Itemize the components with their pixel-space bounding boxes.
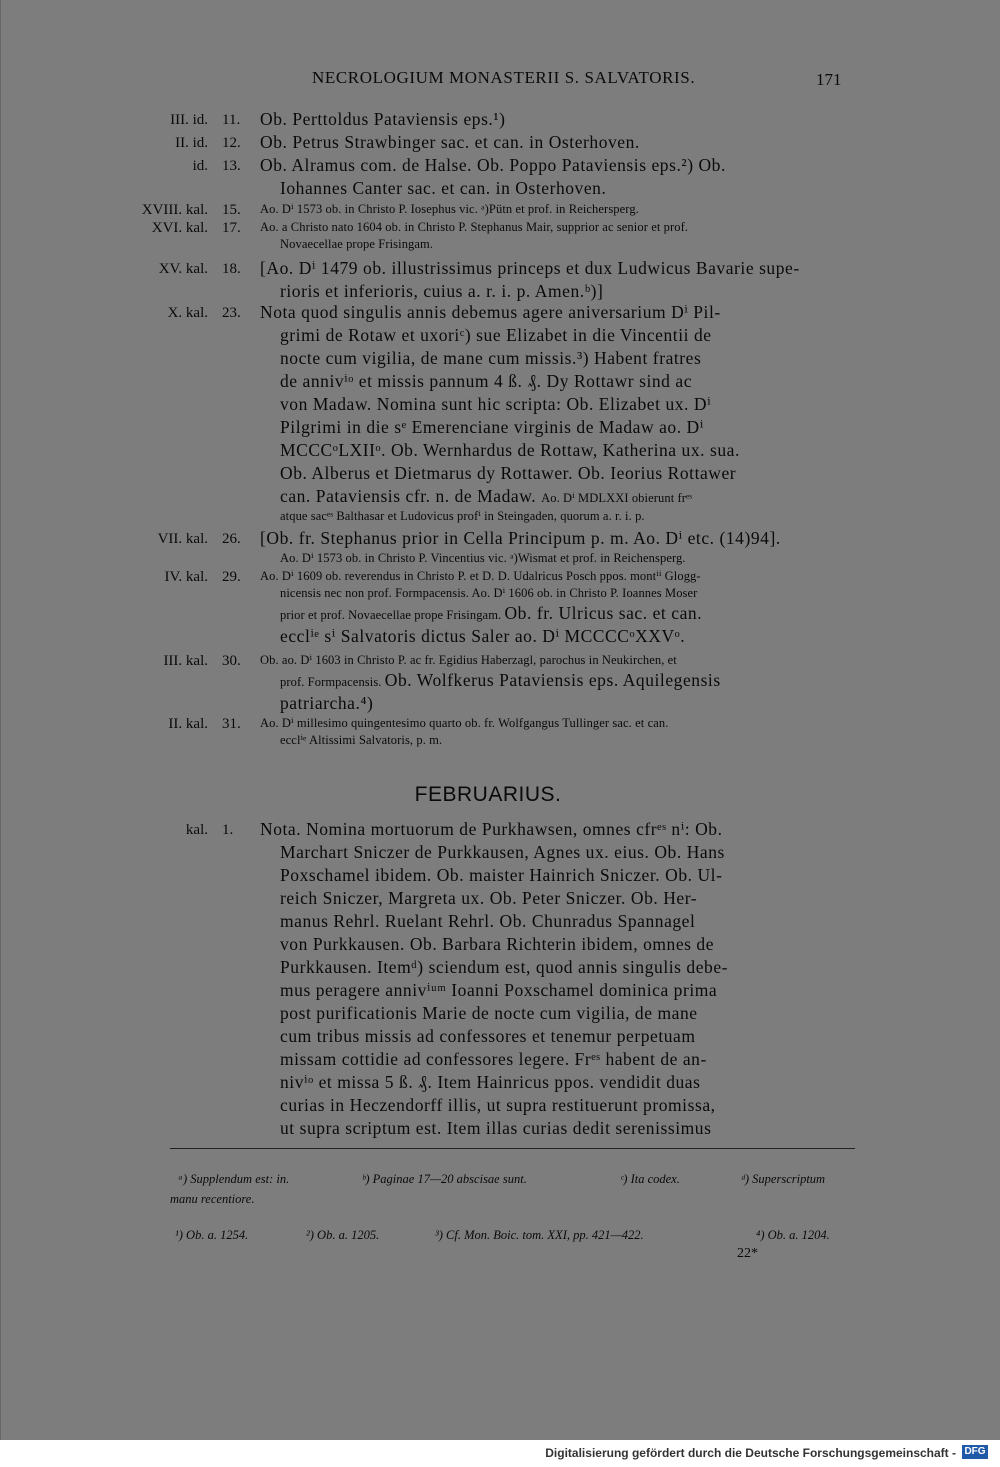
entry-line: Novaecellae prope Frisingam. — [280, 237, 434, 251]
entry-line: can. Pataviensis cfr. n. de Madaw. — [280, 486, 537, 506]
entry-line: Ob. Alramus com. de Halse. Ob. Poppo Pataviensis eps.²) Ob. — [260, 155, 726, 175]
entry-line: Ao. Dⁱ millesimo quingentesimo quarto ob. fr. Wolfgangus Tullinger sac. et can. — [260, 716, 669, 730]
entry-day: 29. — [222, 569, 241, 585]
footnote-c: ᶜ) Ita codex. — [620, 1172, 680, 1186]
running-header — [0, 68, 1000, 92]
footnote-d-continued: manu recentiore. — [170, 1192, 255, 1206]
entry-text — [260, 301, 856, 525]
entry-line: Ob. Perttoldus Pataviensis eps.¹) — [260, 109, 506, 129]
entry-line: Ob. ao. Dⁱ 1603 in Christo P. ac fr. Egidius Haberzagl, parochus in Neukirchen, et — [260, 653, 677, 667]
entry-line-tail: Ob. fr. Ulricus sac. et can. — [504, 603, 703, 623]
entry-line: ecclⁱᵉ Altissimi Salvatoris, p. m. — [280, 733, 443, 747]
entry-day: 11. — [222, 112, 241, 128]
entry-line: cum tribus missis ad confessores et tenemur perpetuam — [280, 1026, 696, 1046]
entry-text — [260, 219, 856, 253]
entry-text — [260, 715, 856, 749]
footnote-2: ²) Ob. a. 1205. — [306, 1228, 380, 1242]
running-title: NECROLOGIUM MONASTERII S. SALVATORIS. — [312, 68, 696, 87]
entry-line: Purkkausen. Itemᵈ) sciendum est, quod annis singulis debe- — [280, 957, 729, 977]
entry-line: post purificationis Marie de nocte cum vigilia, de mane — [280, 1003, 698, 1023]
entry-day: 13. — [222, 158, 241, 174]
entry-line: rioris et inferioris, cuius a. r. i. p. Amen.ᵇ)] — [280, 281, 604, 301]
entry-date: II. kal. — [168, 716, 208, 732]
entry-date: X. kal. — [167, 305, 208, 321]
entry-date: III. id. — [170, 112, 208, 128]
entry-line: patriarcha.⁴) — [280, 693, 374, 713]
entry-line: Ob. Petrus Strawbinger sac. et can. in Osterhoven. — [260, 132, 640, 152]
footnote-3: ³) Cf. Mon. Boic. tom. XXI, pp. 421—422. — [435, 1228, 644, 1242]
entry-line: MCCCᵒLXIIᵒ. Ob. Wernhardus de Rottaw, Katherina ux. sua. — [280, 440, 740, 460]
entry-line-tail: Ao. Dⁱ MDLXXI obierunt frᵉˢ — [541, 491, 693, 505]
entry-line: [Ob. fr. Stephanus prior in Cella Principum p. m. Ao. Dⁱ etc. (14)94]. — [260, 528, 781, 548]
entry-day: 17. — [222, 220, 241, 236]
entry-line: nocte cum vigilia, de mane cum missis.³) Habent fratres — [280, 348, 702, 368]
entry-line: grimi de Rotaw et uxoriᶜ) sue Elizabet in die Vincentii de — [280, 325, 712, 345]
entry-day: 1. — [222, 822, 234, 838]
entry-line: Nota quod singulis annis debemus agere aniversarium Dⁱ Pil- — [260, 302, 721, 322]
entry-line: Iohannes Canter sac. et can. in Osterhoven. — [280, 178, 607, 198]
entry-line: manus Rehrl. Ruelant Rehrl. Ob. Chunradus Spannagel — [280, 911, 696, 931]
footnote-1: ¹) Ob. a. 1254. — [175, 1228, 249, 1242]
page-number: 171 — [816, 70, 842, 89]
footer-credit-text: Digitalisierung gefördert durch die Deutsche Forschungsgemeinschaft - — [545, 1446, 956, 1460]
entry-line: Ao. Dⁱ 1573 ob. in Christo P. Vincentius vic. ᵃ)Wismat et prof. in Reichensperg. — [280, 551, 686, 565]
entry-line: Nota. Nomina mortuorum de Purkhawsen, omnes cfrᵉˢ nⁱ: Ob. — [260, 819, 723, 839]
entry-line-tail: Ob. Wolfkerus Pataviensis eps. Aquilegensis — [384, 670, 721, 690]
entry-line: de annivⁱᵒ et missis pannum 4 ß. ₰. Dy Rottawr sind ac — [280, 371, 693, 391]
entry-line: Poxschamel ibidem. Ob. maister Hainrich Sniczer. Ob. Ul- — [280, 865, 723, 885]
dfg-logo-icon[interactable]: DFG — [962, 1445, 988, 1459]
section-title-text: FEBRUARIUS. — [414, 783, 562, 806]
entry-line: ecclⁱᵉ sⁱ Salvatoris dictus Saler ao. Dⁱ MCCCCᵒXXVᵒ. — [280, 626, 686, 646]
entry-date: XV. kal. — [158, 261, 208, 277]
footnote-a: ᵃ) Supplendum est: in. — [178, 1172, 290, 1186]
entry-line: prior et prof. Novaecellae prope Frisingam. — [280, 608, 502, 622]
entry-text — [260, 257, 856, 303]
digitization-footer — [0, 1440, 1000, 1467]
entry-date: id. — [192, 158, 208, 174]
entry-text — [260, 154, 856, 200]
entry-day: 31. — [222, 716, 241, 732]
entry-day: 30. — [222, 653, 241, 669]
entry-line: Ob. Alberus et Dietmarus dy Rottawer. Ob. Ieorius Rottawer — [280, 463, 737, 483]
entry-text — [260, 652, 856, 715]
entry-text — [260, 527, 856, 567]
entry-line: missam cottidie ad confessores legere. Frᵉˢ habent de an- — [280, 1049, 707, 1069]
entry-line: nivⁱᵒ et missa 5 ß. ₰. Item Hainricus ppos. vendidit duas — [280, 1072, 701, 1092]
entry-text — [260, 131, 856, 154]
footnote-d: ᵈ) Superscriptum — [741, 1172, 826, 1186]
footnote-rule — [170, 1148, 855, 1149]
printer-signature: 22* — [737, 1246, 758, 1261]
entry-text — [260, 818, 856, 1140]
entry-line: Ao. Dⁱ 1609 ob. reverendus in Christo P. et D. D. Udalricus Posch ppos. montⁱⁱ Glogg- — [260, 569, 701, 583]
entry-day: 15. — [222, 202, 241, 218]
entry-line: [Ao. Dⁱ 1479 ob. illustrissimus princeps et dux Ludwicus Bavarie supe- — [260, 258, 800, 278]
footnote-b: ᵇ) Paginae 17—20 abscisae sunt. — [362, 1172, 527, 1186]
entry-line: von Madaw. Nomina sunt hic scripta: Ob. Elizabet ux. Dⁱ — [280, 394, 712, 414]
entry-day: 18. — [222, 261, 241, 277]
entry-line: atque sacᵉˢ Balthasar et Ludovicus profⁱ in Steingaden, quorum a. r. i. p. — [280, 509, 645, 523]
entry-text — [260, 108, 856, 131]
entry-text — [260, 201, 856, 218]
entry-day: 26. — [222, 531, 241, 547]
entry-date: II. id. — [175, 135, 208, 151]
entry-day: 23. — [222, 305, 241, 321]
entry-date: XVI. kal. — [151, 220, 208, 236]
entry-line: mus peragere annivⁱᵘᵐ Ioanni Poxschamel dominica prima — [280, 980, 718, 1000]
entry-line: von Purkkausen. Ob. Barbara Richterin ibidem, omnes de — [280, 934, 715, 954]
entry-date: III. kal. — [163, 653, 208, 669]
entry-line: Ao. a Christo nato 1604 ob. in Christo P. Stephanus Mair, supprior ac senior et prof. — [260, 220, 689, 234]
entry-day: 12. — [222, 135, 241, 151]
entry-line: Pilgrimi in die sᵉ Emerenciane virginis de Madaw ao. Dⁱ — [280, 417, 704, 437]
entry-line: prof. Formpacensis. — [280, 675, 382, 689]
section-title-februarius — [0, 783, 1000, 807]
entry-date: kal. — [185, 822, 208, 838]
entry-line: nicensis nec non prof. Formpacensis. Ao. Dⁱ 1606 ob. in Christo P. Ioannes Moser — [280, 586, 698, 600]
entry-date: XVIII. kal. — [141, 202, 208, 218]
entry-line: ut supra scriptum est. Item illas curias dedit serenissimus — [280, 1118, 712, 1138]
left-scan-edge — [0, 0, 1, 1440]
entry-text — [260, 568, 856, 648]
entry-date: IV. kal. — [164, 569, 208, 585]
entry-line: reich Sniczer, Margreta ux. Ob. Peter Sniczer. Ob. Her- — [280, 888, 698, 908]
footnote-4: ⁴) Ob. a. 1204. — [756, 1228, 830, 1242]
entry-line: Ao. Dⁱ 1573 ob. in Christo P. Iosephus vic. ᵃ)Pütn et prof. in Reichersperg. — [260, 202, 639, 216]
entry-date: VII. kal. — [157, 531, 208, 547]
entry-line: Marchart Sniczer de Purkkausen, Agnes ux. eius. Ob. Hans — [280, 842, 725, 862]
entry-line: curias in Heczendorff illis, ut supra restituerunt promissa, — [280, 1095, 716, 1115]
